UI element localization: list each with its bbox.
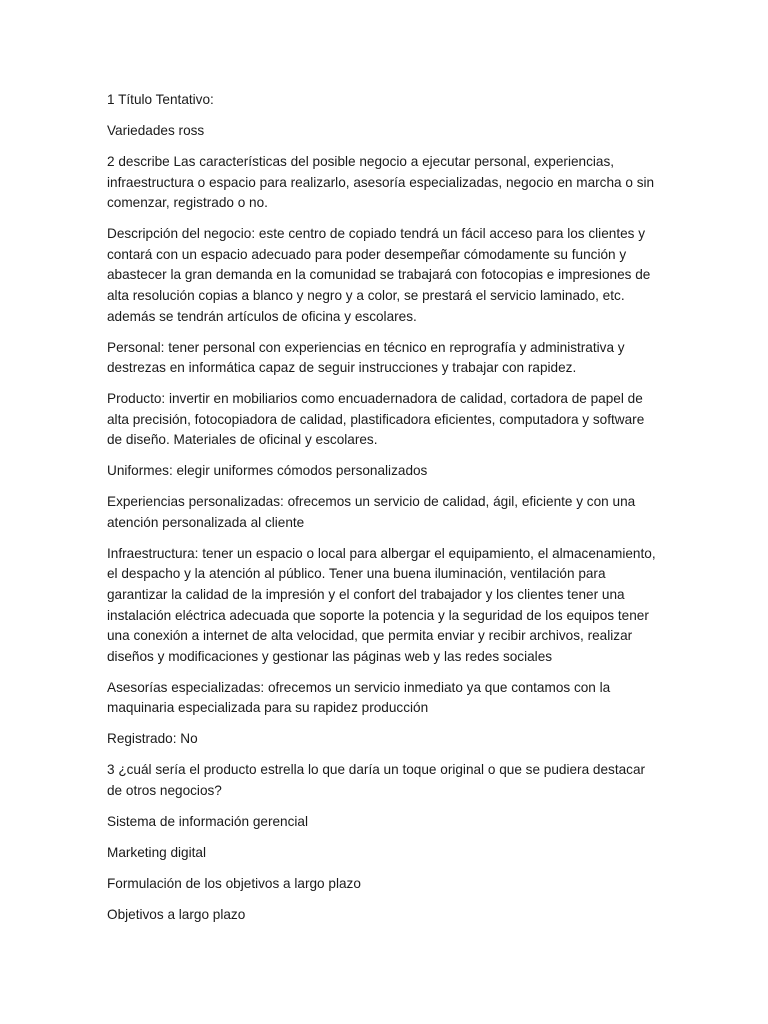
list-item: Marketing digital bbox=[107, 844, 206, 860]
section-1-heading: 1 Título Tentativo: bbox=[107, 92, 214, 107]
list-item: Sistema de información gerencial bbox=[107, 813, 308, 829]
section-3-heading: 3 ¿cuál sería el producto estrella lo que daría un toque original o que se pudiera destacar de otros negocios? bbox=[107, 762, 646, 798]
list-item: Formulación de los objetivos a largo plazo bbox=[107, 875, 361, 891]
personalized-experiences-paragraph: Experiencias personalizadas: ofrecemos un servicio de calidad, ágil, eficiente y con una atención personalizada al cliente bbox=[107, 494, 636, 530]
list-item: Objetivos a largo plazo bbox=[107, 906, 246, 922]
product-paragraph: Producto: invertir en mobiliarios como encuadernadora de calidad, cortadora de papel de alta precisión, fotocopiadora de calidad, plastificadora eficientes, computadora y software de diseño. Materiales de oficinal y escolares. bbox=[107, 391, 645, 448]
infrastructure-paragraph: Infraestructura: tener un espacio o local para albergar el equipamiento, el almacenamiento, el despacho y la atención al público. Tener una buena iluminación, ventilación para garantizar la calidad de la impresión y el confort del trabajador y los clientes tener una instalación eléctrica adecuada que soporte la potencia y la seguridad de los equipos tener una conexión a internet de alta velocidad, que permita enviar y recibir archivos, realizar diseños y modificaciones y gestionar las páginas web y las redes sociales bbox=[107, 545, 656, 664]
personnel-paragraph: Personal: tener personal con experiencias en técnico en reprografía y administrativa y destrezas en informática capaz de seguir instrucciones y trabajar con rapidez. bbox=[107, 339, 625, 376]
specialized-advisory-paragraph: Asesorías especializadas: ofrecemos un servicio inmediato ya que contamos con la maquinaria especializada para su rapidez producción bbox=[107, 679, 611, 716]
section-2-heading: 2 describe Las características del posible negocio a ejecutar personal, experiencias, infraestructura o espacio para realizarlo, asesoría especializadas, negocio en marcha o sin comenzar, registrado o no. bbox=[107, 153, 655, 211]
business-description-paragraph: Descripción del negocio: este centro de copiado tendrá un fácil acceso para los clientes y contará con un espacio adecuado para poder desempeñar cómodamente su función y abastecer la gran demanda en la comunidad se trabajará con fotocopias e impresiones de alta resolución copias a blanco y negro y a color, se prestará el servicio laminado, etc. además se tendrán artículos de oficina y escolares. bbox=[107, 226, 651, 324]
uniforms-paragraph: Uniformes: elegir uniformes cómodos personalizados bbox=[107, 463, 428, 479]
registered-paragraph: Registrado: No bbox=[107, 731, 198, 747]
document-body bbox=[107, 90, 659, 936]
business-name: Variedades ross bbox=[107, 122, 205, 138]
